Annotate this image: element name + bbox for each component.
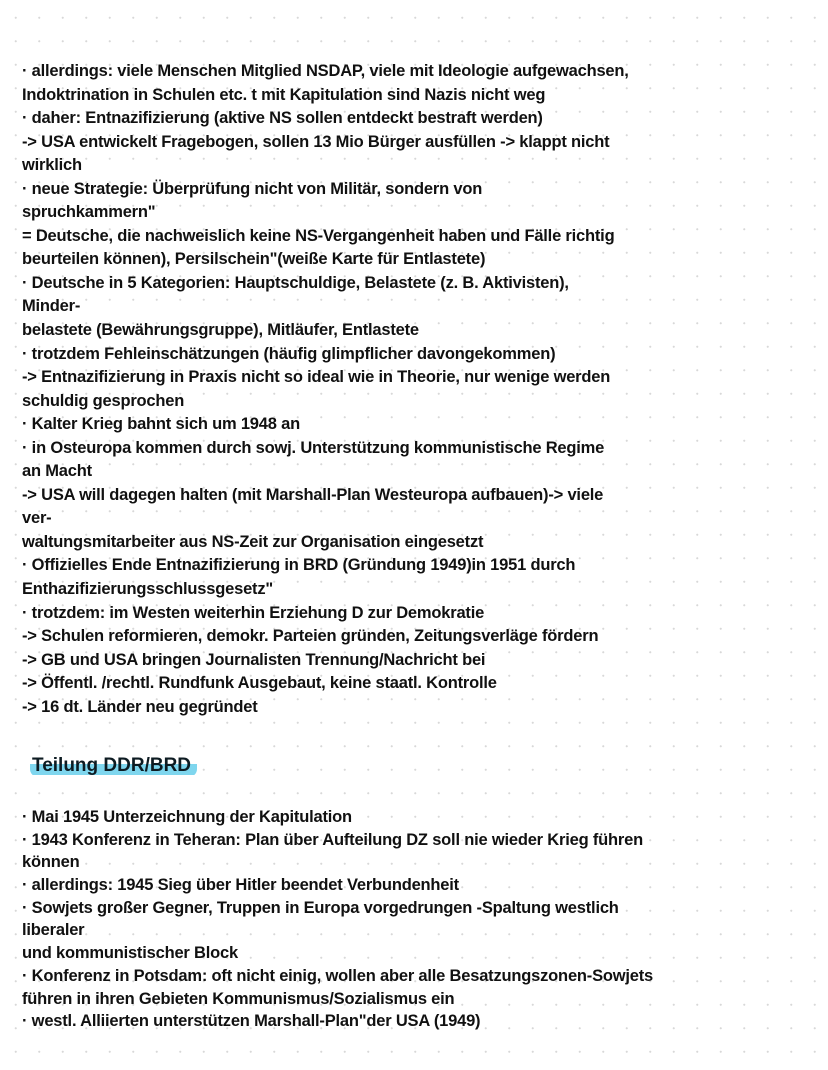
note-line: waltungsmitarbeiter aus NS-Zeit zur Organisation eingesetzt	[22, 532, 484, 551]
note-line: -> Schulen reformieren, demokr. Parteien gründen, Zeitungsverläge fördern	[22, 627, 599, 646]
note-line: · allerdings: viele Menschen Mitglied NSDAP, viele mit Ideologie aufgewachsen,	[22, 62, 629, 80]
note-line: -> GB und USA bringen Journalisten Trennung/Nachricht bei	[22, 650, 486, 669]
note-line: -> Öffentl. /rechtl. Rundfunk Ausgebaut, keine staatl. Kontrolle	[22, 674, 497, 693]
note-line: beurteilen können), Persilschein"(weiße Karte für Entlastete)	[22, 250, 486, 269]
note-line: -> 16 dt. Länder neu gegründet	[22, 697, 258, 716]
note-line: führen in ihren Gebieten Kommunismus/Sozialismus ein	[22, 989, 455, 1008]
note-line: Indoktrination in Schulen etc. t mit Kapitulation sind Nazis nicht weg	[22, 85, 546, 104]
note-line: · allerdings: 1945 Sieg über Hitler beendet Verbundenheit	[22, 876, 459, 895]
note-line: · in Osteuropa kommen durch sowj. Unterstützung kommunistische Regime	[22, 438, 605, 457]
note-line: · Konferenz in Potsdam: oft nicht einig, wollen aber alle Besatzungszonen-Sowjets	[22, 966, 654, 985]
note-line: an Macht	[22, 462, 92, 481]
note-line: · neue Strategie: Überprüfung nicht von Militär, sondern von	[22, 179, 483, 198]
note-line: -> Entnazifizierung in Praxis nicht so ideal wie in Theorie, nur wenige werden	[22, 368, 611, 387]
notes-section-entnazifizierung	[22, 60, 818, 719]
note-line: · 1943 Konferenz in Teheran: Plan über Aufteilung DZ soll nie wieder Krieg führen	[22, 830, 643, 849]
note-line: ver-	[22, 509, 52, 528]
note-line: · westl. Alliierten unterstützen Marshall-Plan"der USA (1949)	[22, 1012, 481, 1031]
note-line: · Sowjets großer Gegner, Truppen in Europa vorgedrungen -Spaltung westlich	[22, 898, 619, 917]
note-line: · trotzdem Fehleinschätzungen (häufig glimpflicher davongekommen)	[22, 344, 556, 363]
section-heading-teilung: Teilung DDR/BRD	[30, 755, 197, 777]
note-line: belastete (Bewährungsgruppe), Mitläufer, Entlastete	[22, 321, 419, 340]
note-line: schuldig gesprochen	[22, 391, 185, 410]
note-line: -> USA entwickelt Fragebogen, sollen 13 Mio Bürger ausfüllen -> klappt nicht	[22, 132, 610, 151]
note-line: · Offizielles Ende Entnazifizierung in BRD (Gründung 1949)in 1951 durch	[22, 556, 576, 575]
note-line: · trotzdem: im Westen weiterhin Erziehung D zur Demokratie	[22, 603, 485, 622]
note-line: können	[22, 853, 80, 872]
note-line: = Deutsche, die nachweislich keine NS-Vergangenheit haben und Fälle richtig	[22, 226, 615, 245]
note-line: · Deutsche in 5 Kategorien: Hauptschuldige, Belastete (z. B. Aktivisten),	[22, 273, 569, 292]
note-line: Minder-	[22, 297, 81, 316]
note-line: Enthazifizierungsschlussgesetz"	[22, 580, 274, 599]
note-line: liberaler	[22, 921, 85, 940]
note-line: wirklich	[22, 156, 82, 175]
note-line: -> USA will dagegen halten (mit Marshall-Plan Westeuropa aufbauen)-> viele	[22, 485, 604, 504]
note-line: spruchkammern"	[22, 203, 156, 222]
notes-section-teilung	[22, 806, 818, 1033]
note-line: · daher: Entnazifizierung (aktive NS sollen entdeckt bestraft werden)	[22, 109, 543, 128]
note-line: · Mai 1945 Unterzeichnung der Kapitulation	[22, 808, 352, 826]
note-line: · Kalter Krieg bahnt sich um 1948 an	[22, 415, 300, 434]
note-line: und kommunistischer Block	[22, 944, 238, 963]
